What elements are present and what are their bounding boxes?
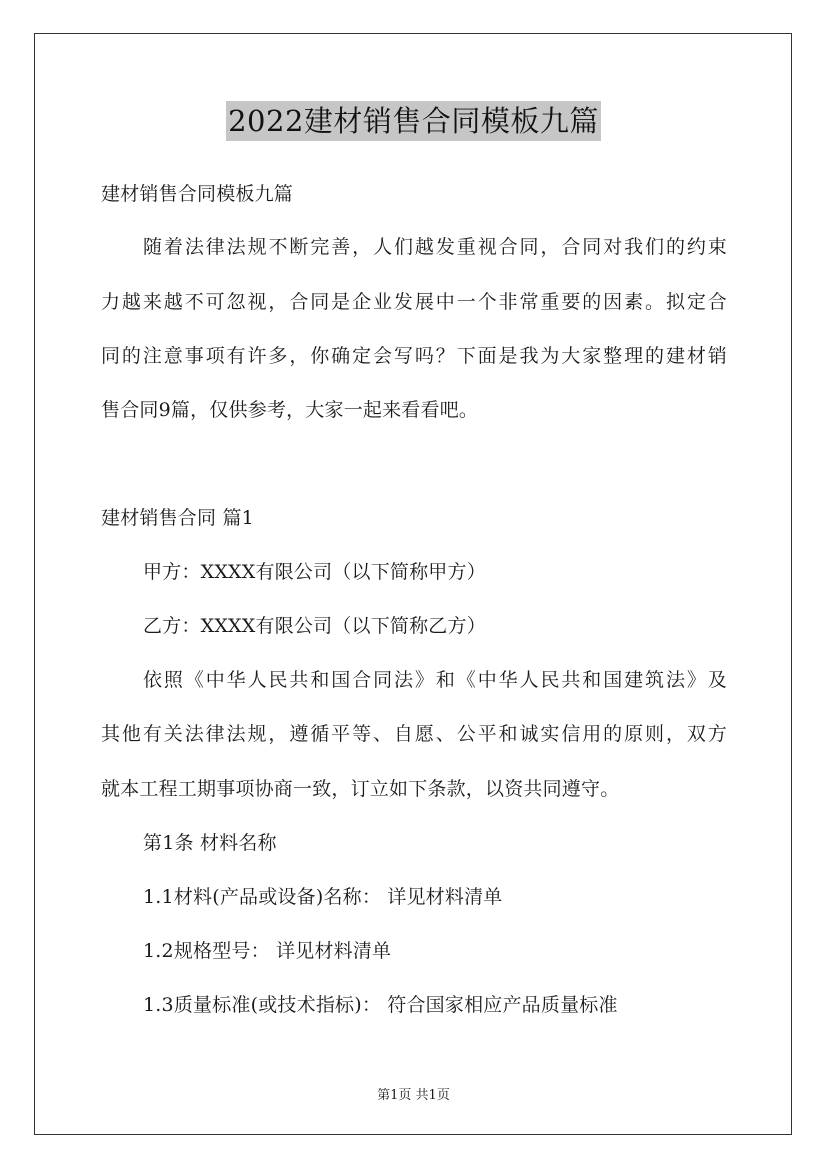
clause-1-1: 1.1材料(产品或设备)名称： 详见材料清单 xyxy=(143,886,503,908)
basis-line-1: 依照《中华人民共和国合同法》和《中华人民共和国建筑法》及 xyxy=(143,669,727,691)
clause-1-2: 1.2规格型号： 详见材料清单 xyxy=(143,940,392,962)
article-1-heading: 第1条 材料名称 xyxy=(143,832,277,854)
section-heading: 建材销售合同 篇1 xyxy=(101,507,254,529)
title-container xyxy=(0,101,827,141)
intro-line-1: 随着法律法规不断完善，人们越发重视合同，合同对我们的约束 xyxy=(143,236,727,258)
basis-line-2: 其他有关法律法规，遵循平等、自愿、公平和诚实信用的原则，双方 xyxy=(101,723,727,745)
clause-1-3: 1.3质量标准(或技术指标)： 符合国家相应产品质量标准 xyxy=(143,994,618,1016)
intro-line-4: 售合同9篇，仅供参考，大家一起来看看吧。 xyxy=(101,399,479,421)
party-a: 甲方：XXXX有限公司（以下简称甲方） xyxy=(143,561,486,583)
document-title: 2022建材销售合同模板九篇 xyxy=(226,101,601,141)
party-b: 乙方：XXXX有限公司（以下简称乙方） xyxy=(143,615,486,637)
intro-line-2: 力越来越不可忽视，合同是企业发展中一个非常重要的因素。拟定合 xyxy=(101,291,727,313)
document-subtitle: 建材销售合同模板九篇 xyxy=(101,183,294,205)
page-footer: 第1页 共1页 xyxy=(377,1088,450,1103)
intro-line-3: 同的注意事项有许多，你确定会写吗？下面是我为大家整理的建材销 xyxy=(101,345,727,367)
basis-line-3: 就本工程工期事项协商一致，订立如下条款，以资共同遵守。 xyxy=(101,778,620,800)
